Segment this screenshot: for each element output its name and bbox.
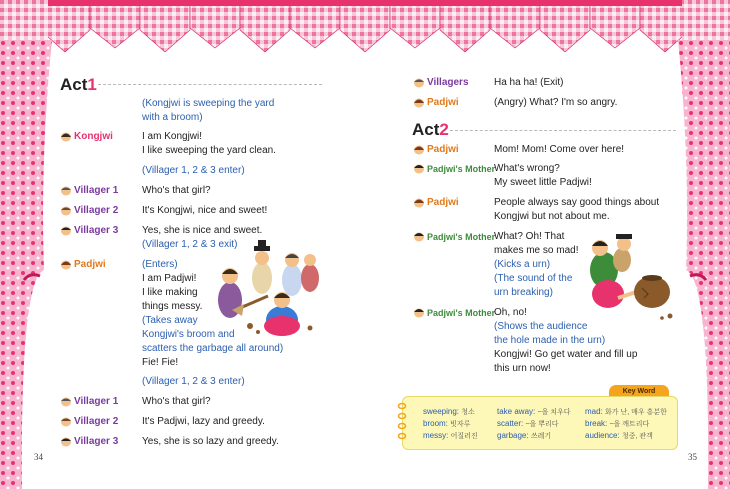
script-line: What? Oh! That [494,231,565,242]
kw-ko: 청소 [461,409,475,416]
act-label: Act [60,75,88,94]
padjwi-avatar-icon [60,260,72,270]
speaker-padjwi [413,143,459,157]
script-line: I am Kongjwi! [142,131,203,142]
script-line: things messy. [142,301,203,312]
page-number-right: 35 [688,452,697,462]
speaker-villager-1 [60,184,118,198]
kw-ko: 어질러진 [450,433,478,440]
speaker-villagers [413,76,469,90]
speaker-villager-2 [60,415,118,429]
key-word-item [585,406,667,418]
left-curtain [0,40,52,489]
key-word-item [497,418,559,430]
kw-en: scatter: [497,419,524,428]
spiral-binding-icon [397,401,407,445]
speaker-villager-3 [60,224,118,238]
speaker-name: Villager 3 [74,436,119,447]
script-line: (Kicks a urn) [494,259,551,270]
script-line: What's wrong? [494,163,560,174]
mother-avatar-icon [413,232,425,242]
speaker-padjwi [60,258,106,272]
speaker-villager-1 [60,395,118,409]
mother-kicking-urn-illustration [578,232,678,322]
act-2-heading [412,120,449,140]
villager-avatar-icon [60,206,72,216]
script-line: It's Kongjwi, nice and sweet! [142,205,268,216]
kw-en: messy: [423,431,449,440]
key-word-item [497,406,571,418]
page-number-left: 34 [34,452,43,462]
script-line: Kongjwi's broom and [142,329,235,340]
script-line: (Takes away [142,315,198,326]
key-word-item [585,430,653,442]
script-line: Who's that girl? [142,396,211,407]
kw-ko: ~을 치우다 [537,409,571,416]
script-line: (Angry) What? I'm so angry. [494,97,618,108]
kw-ko: ~을 깨트리다 [609,421,650,428]
script-line: (The sound of the [494,273,573,284]
key-word-item [423,418,470,430]
script-line: Kongjwi! Go get water and fill up [494,349,638,360]
act-divider [450,130,676,131]
script-line: (Villager 1, 2 & 3 exit) [142,239,238,250]
script-line: (Kongjwi is sweeping the yard [142,98,275,109]
villagers-avatar-icon [413,78,425,88]
speaker-name: Villager 2 [74,205,119,216]
kw-en: broom: [423,419,448,428]
key-word-title: Key Word [609,385,669,398]
speaker-name: Padjwi [427,97,459,108]
speaker-padjwis-mother [413,230,495,244]
speaker-kongjwi [60,130,113,144]
speaker-name: Villager 2 [74,416,119,427]
speaker-villager-2 [60,204,118,218]
key-word-item [497,430,551,442]
script-line: Oh, no! [494,307,527,318]
script-line [494,76,563,90]
script-line: It's Padjwi, lazy and greedy. [142,416,265,427]
speaker-padjwi [413,96,459,110]
act-label: Act [412,120,440,139]
speaker-name: Villagers [427,77,469,88]
script-line: Mom! Mom! Come over here! [494,144,625,155]
kw-ko: 화가 난, 매우 흥분한 [605,409,667,416]
speaker-name: Padjwi's Mother [427,308,496,318]
padjwi-avatar-icon [413,145,425,155]
act-number: 2 [439,120,449,139]
kw-en: mad: [585,407,603,416]
speaker-padjwis-mother [413,162,495,176]
script-line: Kongjwi but not about me. [494,211,610,222]
key-word-item [585,418,649,430]
kongjwi-avatar-icon [60,132,72,142]
padjwi-avatar-icon [413,198,425,208]
speaker-name: Kongjwi [74,131,113,142]
speaker-name: Villager 1 [74,396,119,407]
script-line: I like making [142,287,198,298]
script-line: I am Padjwi! [142,273,197,284]
script-line: (Shows the audience [494,321,588,332]
kw-ko: 빗자루 [450,421,471,428]
act-divider [98,84,322,85]
kw-en: audience: [585,431,620,440]
speaker-villager-3 [60,435,118,449]
act-1-heading [60,75,97,95]
script-line: with a broom) [142,112,203,123]
villager-avatar-icon [60,186,72,196]
speaker-name: Padjwi's Mother [427,164,496,174]
script-line: Who's that girl? [142,185,211,196]
villager-avatar-icon [60,397,72,407]
kw-en: sweeping: [423,407,460,416]
script-line: Fie! Fie! [142,357,179,368]
script-text: Ha ha ha! (Exit) [494,77,564,88]
villagers-padjwi-illustration [210,238,330,338]
villager-avatar-icon [60,417,72,427]
script-line: Yes, she is nice and sweet. [142,225,263,236]
kw-en: take away: [497,407,536,416]
script-line: (Enters) [142,259,178,270]
mother-avatar-icon [413,308,425,318]
padjwi-avatar-icon [413,98,425,108]
key-word-item [423,430,478,442]
key-word-item [423,406,475,418]
script-line: Yes, she is so lazy and greedy. [142,436,279,447]
speaker-name: Villager 3 [74,225,119,236]
speaker-name: Padjwi [427,197,459,208]
script-line: (Villager 1, 2 & 3 enter) [142,376,245,387]
script-line: makes me so mad! [494,245,579,256]
right-curtain [678,40,730,489]
script-line: My sweet little Padjwi! [494,177,592,188]
script-line: (Villager 1, 2 & 3 enter) [142,165,245,176]
kw-ko: 쓰레기 [530,433,552,440]
villager-avatar-icon [60,226,72,236]
kw-en: break: [585,419,608,428]
script-line: People always say good things about [494,197,660,208]
mother-avatar-icon [413,164,425,174]
kw-ko: ~을 뿌리다 [525,421,559,428]
speaker-padjwi [413,196,459,210]
speaker-name: Padjwi [74,259,106,270]
speaker-padjwis-mother [413,306,495,320]
kw-ko: 청중, 관객 [621,433,653,440]
speaker-name: Padjwi [427,144,459,155]
speaker-name: Padjwi's Mother [427,232,496,242]
villager-avatar-icon [60,437,72,447]
script-line: I like sweeping the yard clean. [142,145,276,156]
bunting-banner [0,0,730,62]
script-line: scatters the garbage all around) [142,343,284,354]
script-line: urn breaking) [494,287,553,298]
script-line: the hole made in the urn) [494,335,606,346]
speaker-name: Villager 1 [74,185,119,196]
kw-en: garbage: [497,431,529,440]
script-line: this urn now! [494,363,551,374]
act-number: 1 [87,75,97,94]
